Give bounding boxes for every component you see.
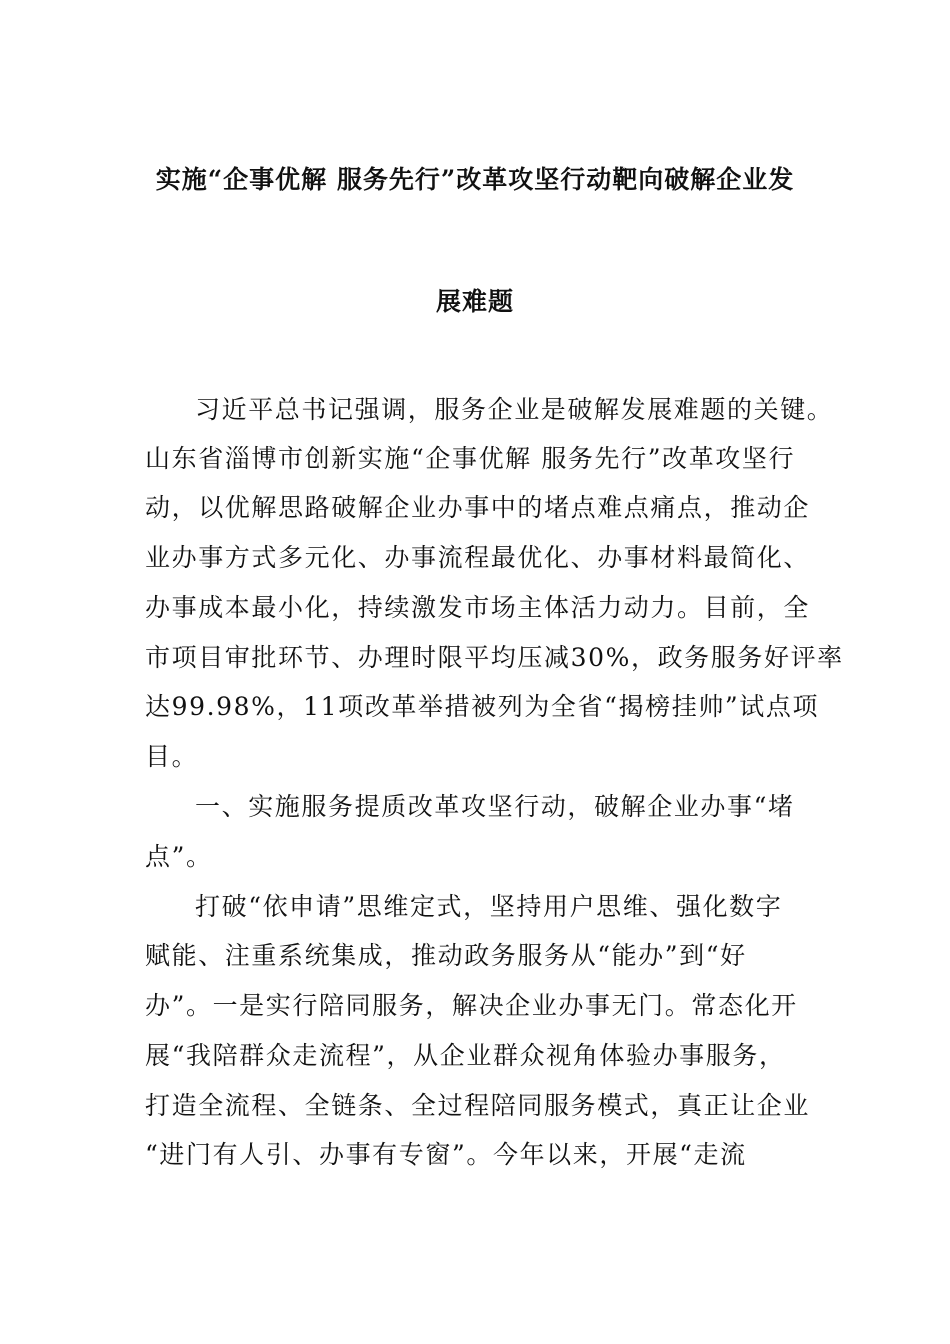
paragraph-line: “进门有人引、办事有专窗”。今年以来，开展“走流: [145, 1140, 747, 1169]
document-title-line-1: 实施“企事优解 服务先行”改革攻坚行动靶向破解企业发: [155, 165, 795, 194]
paragraph-line: 目。: [145, 742, 199, 771]
paragraph-line: 赋能、注重系统集成，推动政务服务从“能办”到“好: [145, 941, 747, 970]
paragraph-line: 办事成本最小化，持续激发市场主体活力动力。目前，全: [145, 593, 811, 622]
paragraph-line: 业办事方式多元化、办事流程最优化、办事材料最简化、: [145, 543, 811, 572]
paragraph-line: 达99.98%，11项改革举措被列为全省“揭榜挂帅”试点项: [145, 692, 820, 721]
paragraph-line: 展“我陪群众走流程”，从企业群众视角体验办事服务，: [145, 1041, 786, 1070]
paragraph-line: 办”。一是实行陪同服务，解决企业办事无门。常态化开: [145, 991, 798, 1020]
paragraph-line: 打破“依申请”思维定式，坚持用户思维、强化数字: [195, 892, 783, 921]
document-title-line-2: 展难题: [435, 287, 514, 316]
paragraph-line: 习近平总书记强调，服务企业是破解发展难题的关键。: [195, 395, 834, 424]
paragraph-line: 打造全流程、全链条、全过程陪同服务模式，真正让企业: [145, 1091, 811, 1120]
paragraph-line: 山东省淄博市创新实施“企事优解 服务先行”改革攻坚行: [145, 444, 796, 473]
paragraph-line: 动，以优解思路破解企业办事中的堵点难点痛点，推动企: [145, 493, 811, 522]
section-heading-line: 一、实施服务提质改革攻坚行动，破解企业办事“堵: [195, 792, 795, 821]
section-heading-line: 点”。: [145, 842, 213, 871]
paragraph-line: 市项目审批环节、办理时限平均压减30%，政务服务好评率: [145, 643, 844, 672]
